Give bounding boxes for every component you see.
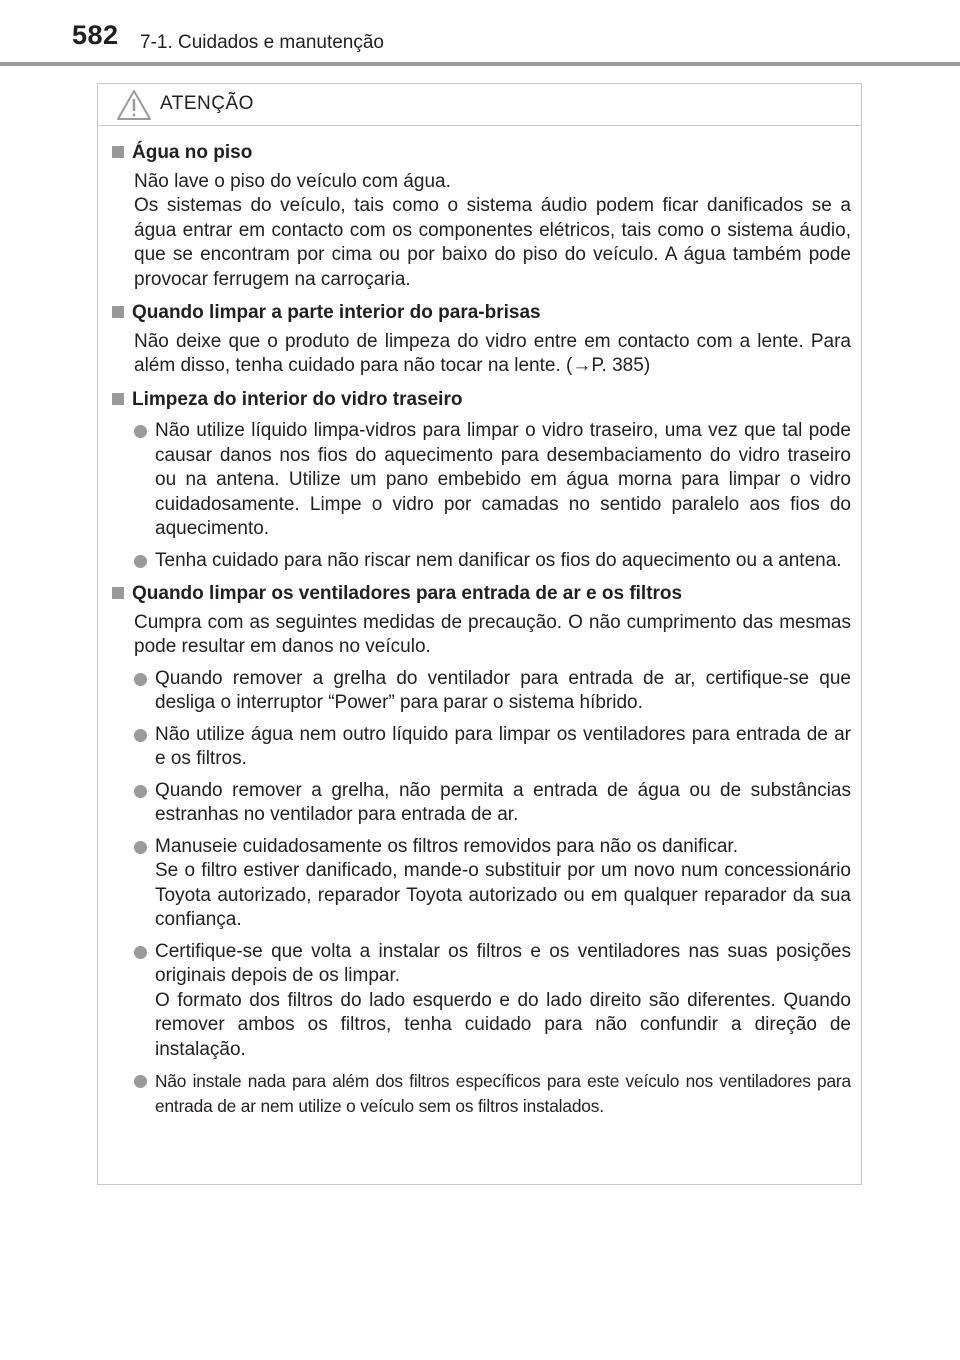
section-heading: Água no piso — [110, 141, 851, 166]
square-bullet-icon — [112, 393, 124, 405]
page-number: 582 — [72, 20, 119, 50]
circle-bullet-icon — [134, 555, 147, 568]
square-bullet-icon — [112, 306, 124, 318]
warning-title: ATENÇÃO — [160, 93, 254, 114]
circle-bullet-icon — [134, 785, 147, 798]
paragraph: Não lave o piso do veículo com água. — [134, 170, 451, 192]
circle-bullet-icon — [134, 946, 147, 959]
bullet-item: Quando remover a grelha do ventilador para entrada de ar, certifique-se que desliga o interruptor “Power” para parar o sistema híbrido. — [110, 667, 851, 716]
section-vidro-traseiro — [110, 388, 851, 574]
square-bullet-icon — [112, 146, 124, 158]
paragraph: Os sistemas do veículo, tais como o sistema áudio podem ficar danificados se a água entrar em contacto com os componentes elétricos, tais como o sistema áudio, que se encontram por cima ou por baixo do piso do veículo. A água também pode provocar ferrugem na carroçaria. — [134, 195, 851, 290]
section-agua-no-piso — [110, 141, 851, 292]
section-para-brisas — [110, 301, 851, 379]
circle-bullet-icon — [134, 729, 147, 742]
section-heading: Quando limpar a parte interior do para-brisas — [110, 301, 851, 326]
circle-bullet-icon — [134, 425, 147, 438]
warning-box — [97, 83, 862, 1185]
section-heading: Limpeza do interior do vidro traseiro — [110, 388, 851, 413]
paragraph: Não deixe que o produto de limpeza do vidro entre em contacto com a lente. Para além disso, tenha cuidado para não tocar na lente. (→P. 385) — [134, 330, 851, 376]
paragraph: Cumpra com as seguintes medidas de precaução. O não cumprimento das mesmas pode resultar em danos no veículo. — [134, 611, 851, 657]
bullet-item: Não utilize água nem outro líquido para limpar os ventiladores para entrada de ar e os filtros. — [110, 723, 851, 772]
circle-bullet-icon — [134, 841, 147, 854]
circle-bullet-icon — [134, 673, 147, 686]
section-title: 7-1. Cuidados e manutenção — [140, 32, 384, 53]
warning-body — [98, 126, 861, 1119]
bullet-item: Não utilize líquido limpa-vidros para limpar o vidro traseiro, uma vez que tal pode causar danos nos fios do aquecimento para desembaciamento do vidro traseiro ou na antena. Utilize um pano embebido em água morna para limpar o vidro cuidadosamente. Limpe o vidro por camadas no sentido paralelo aos fios do aquecimento. — [110, 419, 851, 542]
warning-triangle-icon — [116, 89, 152, 121]
section-heading: Quando limpar os ventiladores para entrada de ar e os filtros — [110, 582, 851, 607]
bullet-item: Não instale nada para além dos filtros específicos para este veículo nos ventiladores para entrada de ar nem utilize o veículo sem os filtros instalados. — [110, 1069, 851, 1119]
section-ventiladores — [110, 582, 851, 1119]
square-bullet-icon — [112, 587, 124, 599]
bullet-item: Certifique-se que volta a instalar os filtros e os ventiladores nas suas posições originais depois de os limpar. O formato dos filtros do lado esquerdo e do lado direito são diferentes. Quando remover ambos os filtros, tenha cuidado para não confundir a direção de instalação. — [110, 940, 851, 1063]
circle-bullet-icon — [134, 1075, 147, 1088]
bullet-item: Tenha cuidado para não riscar nem danificar os fios do aquecimento ou a antena. — [110, 549, 851, 574]
warning-header — [98, 84, 861, 126]
header-rule — [0, 62, 960, 66]
bullet-item: Manuseie cuidadosamente os filtros removidos para não os danificar. Se o filtro estiver danificado, mande-o substituir por um novo num concessionário Toyota autorizado, reparador Toyota autorizado ou em qualquer reparador da sua confiança. — [110, 835, 851, 933]
bullet-item: Quando remover a grelha, não permita a entrada de água ou de substâncias estranhas no ventilador para entrada de ar. — [110, 779, 851, 828]
